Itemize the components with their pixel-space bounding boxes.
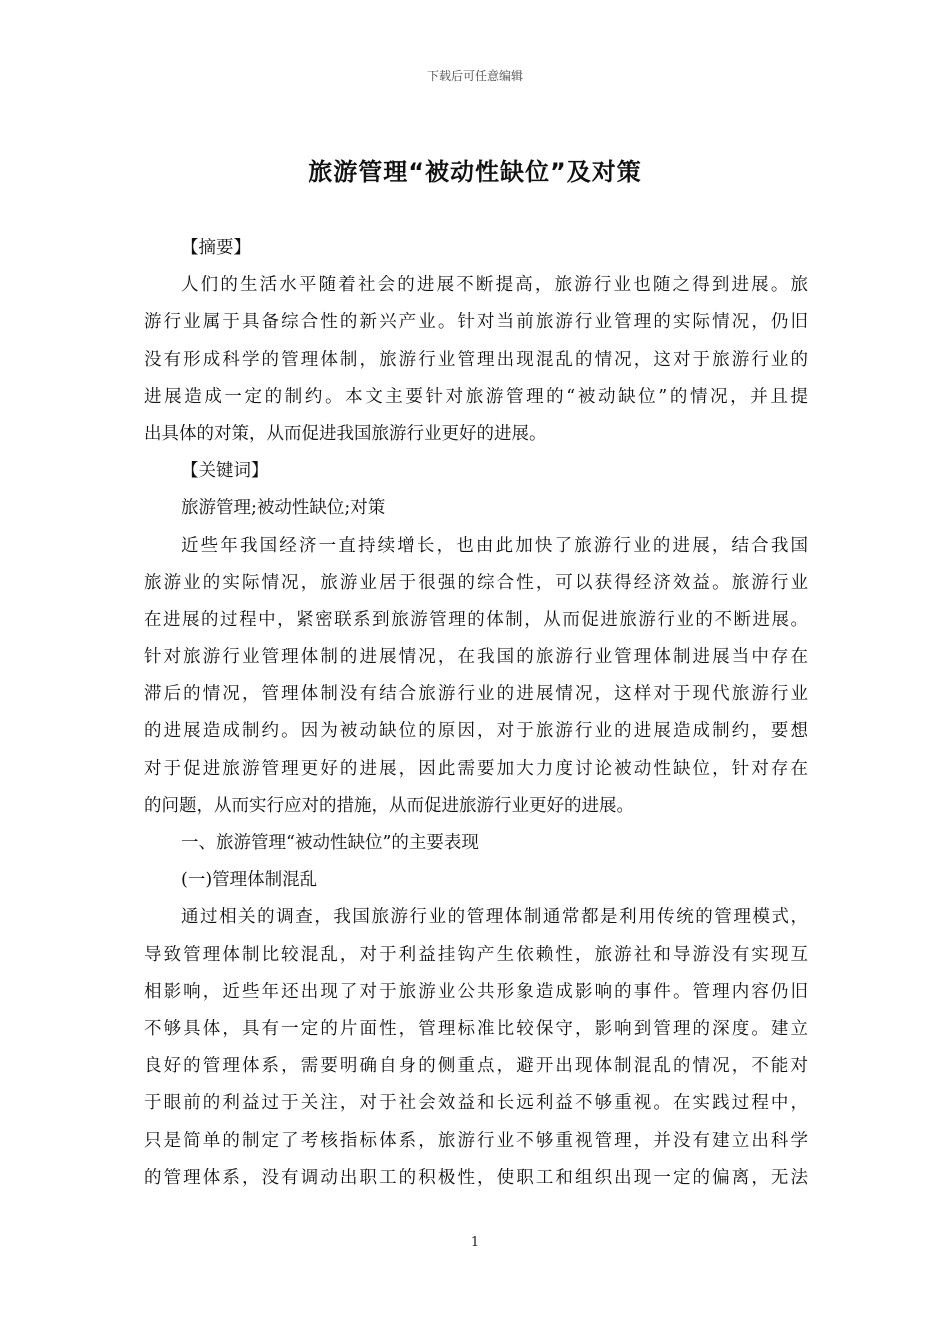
header-note: 下载后可任意编辑 [426,69,523,83]
text-line: 良好的管理体系，需要明确自身的侧重点，避开出现体制混乱的情况，不能对 [144,1056,808,1077]
text-line: 通过相关的调查，我国旅游行业的管理体制通常都是利用传统的管理模式， [181,907,808,928]
text-line: 于眼前的利益过于关注，对于社会效益和长远利益不够重视。在实践过程中， [144,1093,808,1114]
text-line: 的管理体系，没有调动出职工的积极性，使职工和组织出现一定的偏离，无法 [144,1167,808,1188]
text-line: 没有形成科学的管理体制，旅游行业管理出现混乱的情况，这对于旅游行业的 [144,349,808,370]
body-text [144,230,808,1197]
text-line: 旅游业的实际情况，旅游业居于很强的综合性，可以获得经济效益。旅游行业 [144,572,808,593]
text-line: 不够具体，具有一定的片面性，管理标准比较保守，影响到管理的深度。建立 [144,1018,808,1039]
text-line: 的进展造成制约。因为被动缺位的原因，对于旅游行业的进展造成制约，要想 [144,721,808,742]
text-line: 针对旅游行业管理体制的进展情况，在我国的旅游行业管理体制进展当中存在 [144,647,808,668]
document-title: 旅游管理“被动性缺位”及对策 [308,158,642,186]
text-line: 出具体的对策，从而促进我国旅游行业更好的进展。 [144,423,547,444]
text-line: 【摘要】 [181,238,251,258]
text-line: 旅游管理;被动性缺位;对策 [181,498,386,519]
text-line: 【关键词】 [181,461,269,482]
text-line: 游行业属于具备综合性的新兴产业。针对当前旅游行业管理的实际情况，仍旧 [144,312,808,333]
text-line: 的问题，从而实行应对的措施，从而促进旅游行业更好的进展。 [144,795,634,816]
text-line: 滞后的情况，管理体制没有结合旅游行业的进展情况，这样对于现代旅游行业 [144,684,808,705]
text-line: (一)管理体制混乱 [181,870,318,891]
text-line: 导致管理体制比较混乱，对于利益挂钩产生依赖性，旅游社和导游没有实现互 [144,944,808,965]
text-line: 只是简单的制定了考核指标体系，旅游行业不够重视管理，并没有建立出科学 [144,1130,808,1151]
page-number: 1 [470,1235,480,1250]
text-line: 相影响，近些年还出现了对于旅游业公共形象造成影响的事件。管理内容仍旧 [144,981,808,1002]
text-line: 人们的生活水平随着社会的进展不断提高，旅游行业也随之得到进展。旅 [181,275,808,296]
text-line: 在进展的过程中，紧密联系到旅游管理的体制，从而促进旅游行业的不断进展。 [144,609,808,630]
text-line: 一、旅游管理“被动性缺位”的主要表现 [181,833,479,853]
text-line: 近些年我国经济一直持续增长，也由此加快了旅游行业的进展，结合我国 [181,535,808,556]
text-line: 对于促进旅游管理更好的进展，因此需要加大力度讨论被动性缺位，针对存在 [144,758,808,779]
text-line: 进展造成一定的制约。本文主要针对旅游管理的“被动缺位”的情况，并且提 [144,386,808,407]
